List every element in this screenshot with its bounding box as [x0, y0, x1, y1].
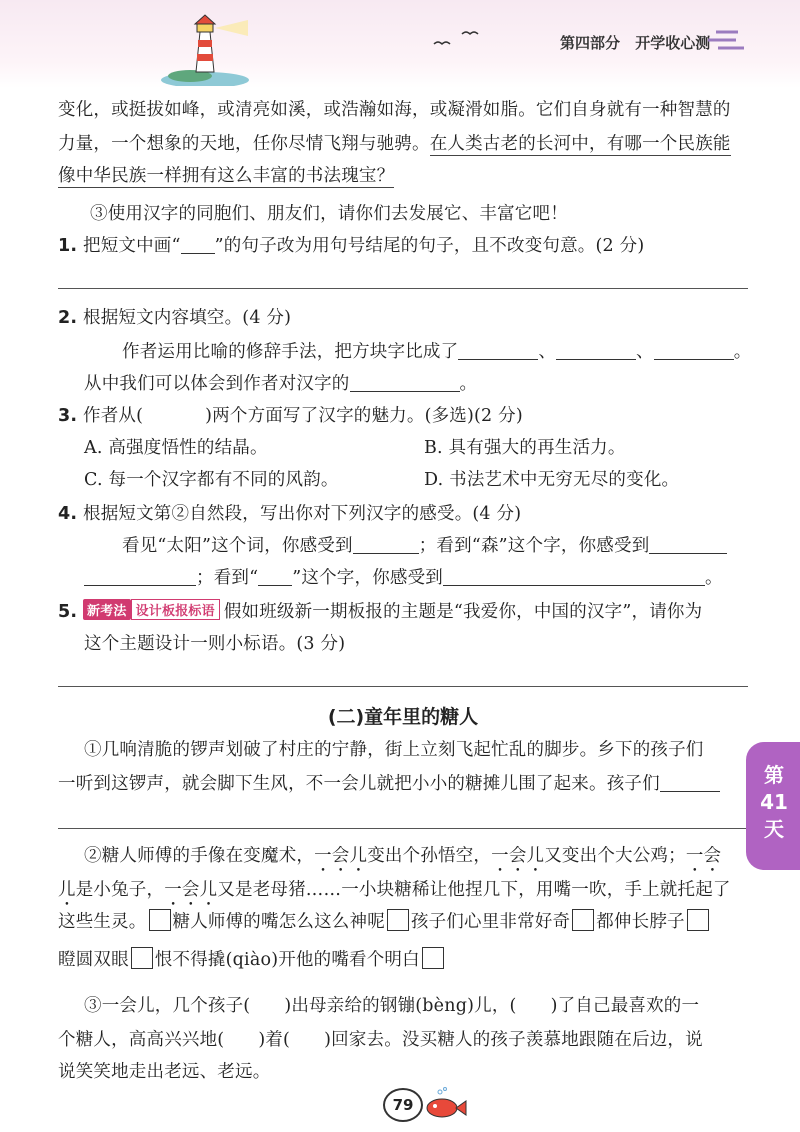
day-tab-label: 第	[764, 763, 784, 787]
passage-line: 瞪圆双眼 恨不得撬(qiào)开他的嘴看个明白	[58, 946, 446, 971]
fill-blank[interactable]	[649, 535, 727, 554]
punctuation-box[interactable]	[422, 947, 444, 969]
passage-2-title: (二)童年里的糖人	[327, 706, 479, 728]
lighthouse-illustration	[160, 10, 250, 86]
day-tab-label: 天	[764, 817, 784, 841]
task-tag: 设计板报标语	[131, 599, 220, 620]
option-b[interactable]: B. 具有强大的再生活力。	[424, 438, 626, 458]
passage-line: 个糖人，高高兴兴地( )着( )回家去。没买糖人的孩子羡慕地跟随在后边，说	[58, 1030, 703, 1050]
passage-line: 变化，或挺拔如峰，或清亮如溪，或浩瀚如海，或凝滑如脂。它们自身就有一种智慧的	[58, 100, 731, 120]
passage-line: 这些生灵。 糖人师傅的嘴怎么这么神呢 孩子们心里非常好奇 都伸长脖子	[58, 908, 711, 933]
punctuation-box[interactable]	[572, 909, 594, 931]
passage-line: ②糖人师傅的手像在变魔术，一会儿变出个孙悟空，一会儿又变出个大公鸡；一会	[84, 846, 722, 866]
punctuation-box[interactable]	[687, 909, 709, 931]
question-4-line-2: ；看到“ ”这个字，你感受到 。	[84, 564, 723, 589]
passage-line: 一听到这锣声，就会脚下生风，不一会儿就把小小的糖摊儿围了起来。孩子们	[58, 770, 720, 795]
option-d[interactable]: D. 书法艺术中无穷无尽的变化。	[424, 470, 680, 490]
question-2: 2. 根据短文内容填空。(4 分)	[58, 308, 292, 328]
punctuation-box[interactable]	[387, 909, 409, 931]
passage-paragraph-3: ③使用汉字的同胞们、朋友们，请你们去发展它、丰富它吧！	[90, 204, 568, 224]
passage-line: ①几响清脆的锣声划破了村庄的宁静，街上立刻飞起忙乱的脚步。乡下的孩子们	[84, 740, 704, 760]
question-5-line-2: 这个主题设计一则小标语。(3 分)	[84, 634, 346, 654]
underlined-sentence: 在人类古老的长河中，有哪一个民族能	[429, 134, 731, 154]
question-3: 3. 作者从( )两个方面写了汉字的魅力。(多选)(2 分)	[58, 406, 523, 426]
fill-blank[interactable]	[660, 773, 720, 792]
question-1: 1. 把短文中画“ ”的句子改为用句号结尾的句子，且不改变句意。(2 分)	[58, 236, 645, 256]
answer-line[interactable]	[58, 686, 748, 687]
fish-icon	[420, 1086, 468, 1120]
punctuation-box[interactable]	[131, 947, 153, 969]
fill-blank[interactable]	[556, 341, 636, 360]
passage-line: ③一会儿，几个孩子( )出母亲给的钢镚(bèng)儿，( )了自己最喜欢的一	[84, 996, 700, 1016]
question-2-line-1: 作者运用比喻的修辞手法，把方块字比成了 、 、 。	[122, 342, 752, 362]
option-a[interactable]: A. 高强度悟性的结晶。	[84, 438, 268, 458]
passage-line: 儿是小兔子，一会儿又是老母猪……一小块糖稀让他捏几下，用嘴一吹，手上就托起了	[58, 880, 731, 900]
fill-blank[interactable]	[84, 567, 196, 586]
question-2-line-2: 从中我们可以体会到作者对汉字的 。	[84, 374, 478, 394]
fill-blank[interactable]	[654, 341, 734, 360]
question-4-line-1: 看见“太阳”这个词，你感受到 ；看到“森”这个字，你感受到	[122, 532, 727, 557]
section-name: 第四部分	[560, 34, 621, 52]
page-header	[0, 0, 800, 88]
section-subtitle: 开学收心测	[635, 34, 711, 52]
passage-line: 说笑笑地走出老远、老远。	[58, 1062, 271, 1082]
fill-blank[interactable]	[258, 567, 292, 586]
question-5: 5. 新考法 设计板报标语 假如班级新一期板报的主题是“我爱你，中国的汉字”，请你为	[58, 598, 702, 623]
option-c[interactable]: C. 每一个汉字都有不同的风韵。	[84, 470, 339, 490]
page-number: 79	[383, 1088, 423, 1122]
birds-icon	[432, 28, 482, 48]
fill-blank[interactable]	[458, 341, 538, 360]
underline-symbol	[181, 235, 215, 254]
punctuation-box[interactable]	[149, 909, 171, 931]
day-tab-number: 41	[760, 790, 788, 814]
underlined-sentence: 像中华民族一样拥有这么丰富的书法瑰宝？	[58, 166, 395, 186]
fill-blank[interactable]	[350, 373, 460, 392]
fill-blank[interactable]	[443, 567, 705, 586]
answer-line[interactable]	[58, 288, 748, 289]
question-4: 4. 根据短文第②自然段，写出你对下列汉字的感受。(4 分)	[58, 504, 522, 524]
passage-line: 力量，一个想象的天地，任你尽情飞翔与驰骋。在人类古老的长河中，有哪一个民族能	[58, 134, 731, 154]
fill-blank[interactable]	[353, 535, 419, 554]
day-tab	[746, 742, 800, 870]
section-label	[560, 32, 720, 53]
answer-line[interactable]	[58, 828, 748, 829]
brand-mark-icon	[706, 26, 746, 54]
passage-line	[58, 162, 394, 187]
new-method-badge: 新考法	[83, 599, 131, 620]
